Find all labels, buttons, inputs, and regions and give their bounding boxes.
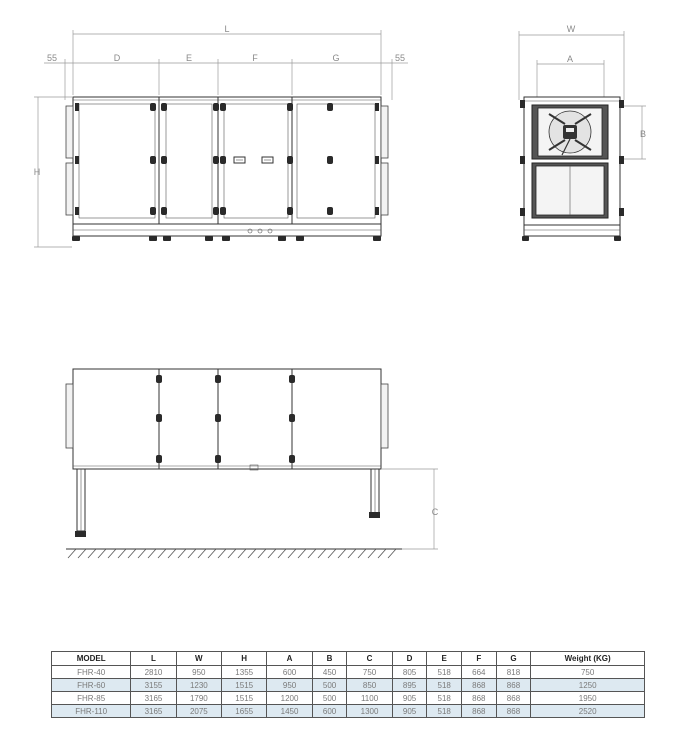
table-cell: 600 — [267, 666, 312, 679]
table-cell: 1950 — [531, 692, 645, 705]
table-cell: 1355 — [222, 666, 267, 679]
table-row — [52, 679, 645, 692]
dim-55-left-label: 55 — [46, 53, 58, 63]
table-cell: 450 — [312, 666, 347, 679]
table-cell: FHR-110 — [52, 705, 131, 718]
dim-A-label: A — [566, 54, 574, 64]
table-header-row — [52, 652, 645, 666]
table-cell: 1450 — [267, 705, 312, 718]
dim-L-label: L — [224, 24, 230, 34]
table-cell: 1230 — [176, 679, 221, 692]
col-header: E — [427, 652, 462, 666]
table-cell: 905 — [392, 705, 427, 718]
col-header: W — [176, 652, 221, 666]
table-cell: 895 — [392, 679, 427, 692]
table-cell: 868 — [496, 679, 531, 692]
front-view — [34, 24, 408, 247]
table-cell: FHR-60 — [52, 679, 131, 692]
table-cell: 3155 — [131, 679, 176, 692]
table-row — [52, 666, 645, 679]
model-spec-table — [51, 651, 645, 718]
table-row — [52, 705, 645, 718]
table-cell: 1515 — [222, 679, 267, 692]
table-cell: 1200 — [267, 692, 312, 705]
table-cell: 1655 — [222, 705, 267, 718]
table-cell: 518 — [427, 679, 462, 692]
table-cell: 2810 — [131, 666, 176, 679]
col-header: H — [222, 652, 267, 666]
table-cell: 500 — [312, 692, 347, 705]
table-cell: 2075 — [176, 705, 221, 718]
table-cell: 868 — [462, 679, 497, 692]
col-header: A — [267, 652, 312, 666]
table-row — [52, 692, 645, 705]
table-cell: 750 — [531, 666, 645, 679]
dim-C-label: C — [431, 507, 439, 517]
table-cell: 600 — [312, 705, 347, 718]
col-header: L — [131, 652, 176, 666]
table-cell: 518 — [427, 705, 462, 718]
dim-D-label: D — [113, 53, 121, 63]
table-cell: 868 — [496, 705, 531, 718]
table-cell: 2520 — [531, 705, 645, 718]
table-cell: 1250 — [531, 679, 645, 692]
dim-G-label: G — [332, 53, 340, 63]
col-header: F — [462, 652, 497, 666]
table-cell: 518 — [427, 666, 462, 679]
table-cell: 868 — [496, 692, 531, 705]
table-cell: 868 — [462, 692, 497, 705]
table-cell: 850 — [347, 679, 392, 692]
col-header: MODEL — [52, 652, 131, 666]
dim-H-label: H — [33, 167, 41, 177]
table-cell: 3165 — [131, 705, 176, 718]
dim-B-label: B — [639, 129, 647, 139]
dim-E-label: E — [185, 53, 193, 63]
table-cell: FHR-40 — [52, 666, 131, 679]
table-cell: 1100 — [347, 692, 392, 705]
col-header: D — [392, 652, 427, 666]
table-cell: 518 — [427, 692, 462, 705]
table-cell: 3165 — [131, 692, 176, 705]
col-header: C — [347, 652, 392, 666]
table-cell: 1515 — [222, 692, 267, 705]
dim-W-label: W — [566, 24, 576, 34]
dim-F-label: F — [252, 53, 258, 63]
col-header: Weight (KG) — [531, 652, 645, 666]
side-view — [519, 24, 646, 241]
table-cell: 950 — [176, 666, 221, 679]
table-cell: 750 — [347, 666, 392, 679]
table-cell: 818 — [496, 666, 531, 679]
table-cell: 868 — [462, 705, 497, 718]
dim-55-right-label: 55 — [394, 53, 406, 63]
table-cell: 805 — [392, 666, 427, 679]
col-header: G — [496, 652, 531, 666]
suspended-view — [66, 369, 439, 558]
table-cell: 1300 — [347, 705, 392, 718]
col-header: B — [312, 652, 347, 666]
table-cell: 905 — [392, 692, 427, 705]
table-cell: 950 — [267, 679, 312, 692]
table-cell: 500 — [312, 679, 347, 692]
table-cell: 1790 — [176, 692, 221, 705]
table-cell: 664 — [462, 666, 497, 679]
table-cell: FHR-85 — [52, 692, 131, 705]
